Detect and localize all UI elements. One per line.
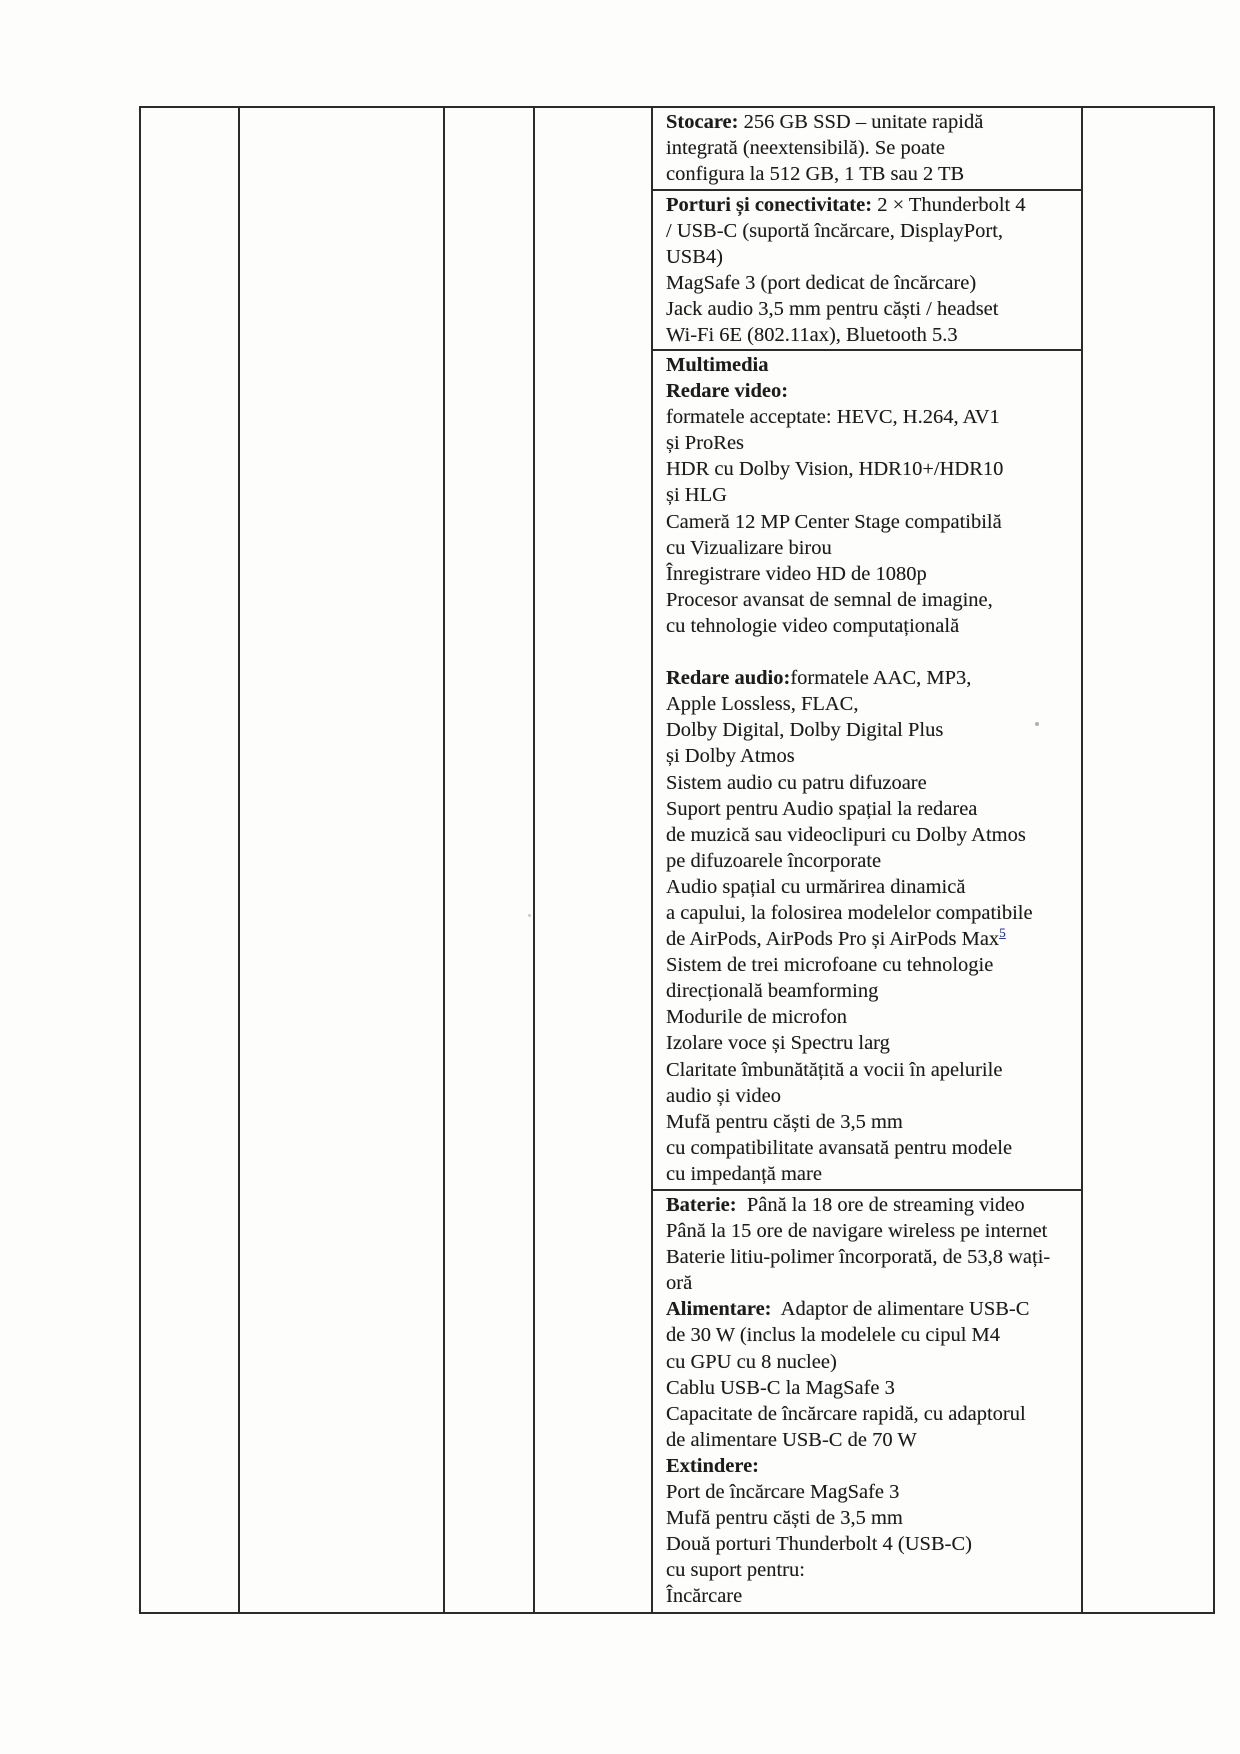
column-divider-1 <box>238 108 240 1612</box>
text-segment: Suport pentru Audio spațial la redarea <box>666 797 978 820</box>
spec-line <box>666 1244 1075 1270</box>
text-segment: de AirPods, AirPods Pro și AirPods Max <box>666 928 1000 951</box>
spec-line <box>666 587 1075 613</box>
text-segment: Până la 15 ore de navigare wireless pe internet <box>666 1220 1048 1243</box>
text-segment: Wi-Fi 6E (802.11ax), Bluetooth 5.3 <box>666 324 958 347</box>
text-segment: USB4) <box>666 246 723 269</box>
spec-line <box>666 900 1075 926</box>
spec-line <box>666 1557 1075 1583</box>
text-segment: formatele acceptate: HEVC, H.264, AV1 <box>666 406 1000 429</box>
spec-line <box>666 665 1075 691</box>
text-segment: Redare video: <box>666 380 789 403</box>
spec-line <box>666 770 1075 796</box>
spec-line <box>666 717 1075 743</box>
spec-line <box>666 1057 1075 1083</box>
spec-line <box>666 1192 1075 1218</box>
text-segment: cu Vizualizare birou <box>666 536 832 559</box>
text-segment: Audio spațial cu urmărirea dinamică <box>666 875 966 898</box>
text-segment: Stocare: <box>666 111 739 133</box>
spec-line <box>666 270 1075 296</box>
spec-line <box>666 161 1075 187</box>
text-segment: Apple Lossless, FLAC, <box>666 693 859 716</box>
spec-line <box>666 978 1075 1004</box>
column-divider-3 <box>533 108 535 1612</box>
text-segment: Procesor avansat de semnal de imagine, <box>666 588 993 611</box>
spec-line <box>666 296 1075 322</box>
spec-line <box>666 822 1075 848</box>
spec-line <box>666 1161 1075 1187</box>
text-segment: Claritate îmbunătățită a vocii în apelurile <box>666 1058 1003 1081</box>
text-segment: cu suport pentru: <box>666 1559 805 1582</box>
spec-cell-stocare <box>653 108 1081 191</box>
text-segment: / USB-C (suportă încărcare, DisplayPort, <box>666 220 1004 243</box>
text-segment: Sistem audio cu patru difuzoare <box>666 771 927 794</box>
footnote-ref: 5 <box>999 925 1006 941</box>
spec-cell-baterie-alimentare-extindere <box>653 1191 1081 1612</box>
text-segment: de 30 W (inclus la modelele cu cipul M4 <box>666 1324 1000 1347</box>
spec-line <box>666 952 1075 978</box>
text-segment: Multimedia <box>666 354 769 376</box>
text-segment: Cameră 12 MP Center Stage compatibilă <box>666 510 1002 533</box>
spec-line <box>666 456 1075 482</box>
spec-line <box>666 135 1075 161</box>
text-segment: Port de încărcare MagSafe 3 <box>666 1481 900 1504</box>
text-segment: Izolare voce și Spectru larg <box>666 1032 890 1055</box>
spec-line <box>666 1531 1075 1557</box>
spec-line <box>666 535 1075 561</box>
text-segment: audio și video <box>666 1084 782 1107</box>
text-segment: Alimentare: <box>666 1298 772 1321</box>
spec-table <box>139 106 1215 1614</box>
spec-line <box>666 639 1075 665</box>
text-segment: Înregistrare video HD de 1080p <box>666 562 927 585</box>
spec-line <box>666 1296 1075 1322</box>
text-segment: formatele AAC, MP3, <box>790 667 972 690</box>
spec-cell-porturi-conectivitate <box>653 191 1081 351</box>
column-divider-2 <box>443 108 445 1612</box>
text-segment: Extindere: <box>666 1454 760 1477</box>
text-segment: Adaptor de alimentare USB-C <box>771 1298 1030 1321</box>
text-segment: Baterie litiu-polimer încorporată, de 53,8 wați- <box>666 1246 1051 1269</box>
spec-line <box>666 1135 1075 1161</box>
spec-line <box>666 1583 1075 1609</box>
spec-line <box>666 352 1075 378</box>
text-segment: și HLG <box>666 484 727 507</box>
text-segment: Sistem de trei microfoane cu tehnologie <box>666 954 994 977</box>
spec-line <box>666 1004 1075 1030</box>
spec-line <box>666 1322 1075 1348</box>
spec-line <box>666 482 1075 508</box>
spec-cell-multimedia <box>653 351 1081 1191</box>
spec-line <box>666 613 1075 639</box>
spec-line <box>666 109 1075 135</box>
spec-line <box>666 244 1075 270</box>
spec-line <box>666 192 1075 218</box>
text-segment: pe difuzoarele încorporate <box>666 849 882 872</box>
text-segment: și Dolby Atmos <box>666 745 795 768</box>
text-segment: Porturi și conectivitate: <box>666 194 873 216</box>
text-segment: Încărcare <box>666 1585 743 1608</box>
text-segment: HDR cu Dolby Vision, HDR10+/HDR10 <box>666 458 1004 481</box>
text-segment: Dolby Digital, Dolby Digital Plus <box>666 719 944 742</box>
spec-line <box>666 1479 1075 1505</box>
text-segment: de alimentare USB-C de 70 W <box>666 1428 917 1451</box>
text-segment: cu GPU cu 8 nuclee) <box>666 1350 837 1373</box>
spec-line <box>666 691 1075 717</box>
spec-line <box>666 1401 1075 1427</box>
spec-line <box>666 1083 1075 1109</box>
spec-line <box>666 322 1075 348</box>
spec-line <box>666 1349 1075 1375</box>
text-segment: Baterie: <box>666 1194 737 1216</box>
spec-line <box>666 874 1075 900</box>
scan-speck <box>528 914 531 917</box>
spec-line <box>666 561 1075 587</box>
spec-line <box>666 1270 1075 1296</box>
spec-line <box>666 430 1075 456</box>
scan-speck <box>1035 722 1039 726</box>
text-segment: cu impedanță mare <box>666 1162 822 1185</box>
text-segment: Jack audio 3,5 mm pentru căști / headset <box>666 298 999 321</box>
spec-line <box>666 1109 1075 1135</box>
text-segment: Cablu USB-C la MagSafe 3 <box>666 1376 895 1399</box>
spec-line <box>666 218 1075 244</box>
text-segment: Mufă pentru căști de 3,5 mm <box>666 1507 903 1530</box>
text-segment: și ProRes <box>666 432 745 455</box>
spec-line <box>666 796 1075 822</box>
text-segment: Capacitate de încărcare rapidă, cu adaptorul <box>666 1402 1026 1425</box>
spec-line <box>666 926 1075 952</box>
spec-line <box>666 404 1075 430</box>
text-segment: cu tehnologie video computațională <box>666 614 960 637</box>
text-segment: cu compatibilitate avansată pentru modele <box>666 1136 1013 1159</box>
spec-line <box>666 1427 1075 1453</box>
text-segment: oră <box>666 1272 693 1295</box>
text-segment: 256 GB SSD – unitate rapidă <box>738 111 984 133</box>
text-segment: integrată (neextensibilă). Se poate <box>666 137 945 160</box>
spec-line <box>666 509 1075 535</box>
spec-line <box>666 378 1075 404</box>
column-divider-5 <box>1081 108 1083 1612</box>
text-segment: configura la 512 GB, 1 TB sau 2 TB <box>666 163 965 186</box>
spec-line <box>666 1505 1075 1531</box>
spec-line <box>666 1453 1075 1479</box>
text-segment: MagSafe 3 (port dedicat de încărcare) <box>666 272 977 295</box>
text-segment: a capului, la folosirea modelelor compatibile <box>666 901 1033 924</box>
spec-line <box>666 1375 1075 1401</box>
spec-line <box>666 1218 1075 1244</box>
text-segment: Până la 18 ore de streaming video <box>736 1194 1025 1216</box>
text-segment: Redare audio: <box>666 667 791 690</box>
spec-line <box>666 743 1075 769</box>
text-segment: Mufă pentru căști de 3,5 mm <box>666 1110 903 1133</box>
spec-line <box>666 1030 1075 1056</box>
spec-column-cells <box>653 108 1081 1612</box>
text-segment: Modurile de microfon <box>666 1006 848 1029</box>
text-segment: Două porturi Thunderbolt 4 (USB-C) <box>666 1533 972 1556</box>
text-segment: de muzică sau videoclipuri cu Dolby Atmos <box>666 823 1026 846</box>
text-segment: direcțională beamforming <box>666 980 879 1003</box>
spec-line <box>666 848 1075 874</box>
text-segment: 2 × Thunderbolt 4 <box>872 194 1026 216</box>
